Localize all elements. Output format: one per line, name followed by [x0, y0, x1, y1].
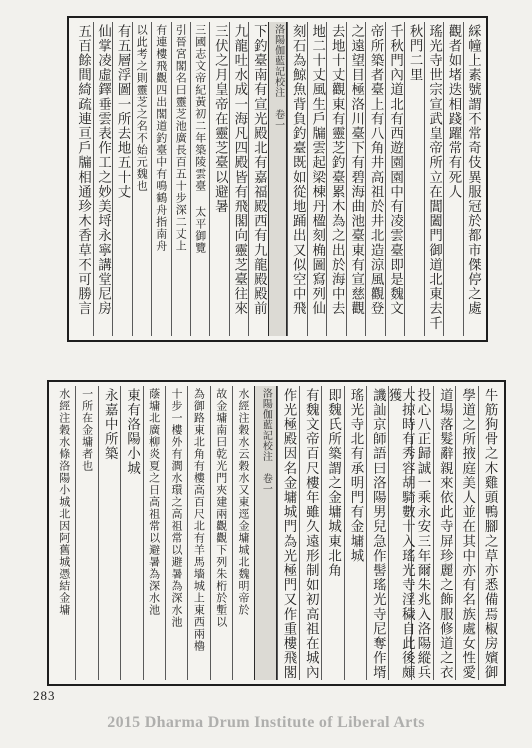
text-column: 有五層浮圖一所去地五十丈 [112, 22, 131, 336]
annotation-column: 有連樓飛觀四出閣道釣臺中有鳴鶴舟指南舟 [151, 22, 170, 336]
annotation-column: 十步一樓外有澗水環之高祖常以避暑為深水池 [165, 386, 187, 680]
text-column: 投心八正歸誠一乘永安三年爾朱兆入洛陽縱兵 [411, 386, 433, 680]
annotation-column: 水經注穀水條洛陽小城北因阿舊城憑結金墉 [57, 388, 71, 616]
text-column: 永嘉中所築 [98, 386, 120, 680]
annotation-column: 三國志文帝紀黃初二年築陵雲臺 太平御覽 [190, 22, 209, 336]
text-column: 去地十丈觀東有靈芝釣臺累木為之出於海中去 [326, 22, 345, 336]
text-column: 三伏之月皇帝在靈芝臺以避暑 [209, 22, 228, 336]
text-column: 譏訕京師語曰洛陽男兒急作髻瑤光寺尼奪作壻 [366, 386, 388, 680]
text-column: 即魏氏所築謂之金墉城東北角 [321, 386, 343, 680]
text-column: 地二十丈風生戶牖雲起梁棟丹楹刻桷圖寫列仙 [307, 22, 326, 336]
annotation-column: 水經注穀水云穀水又東逕金墉城北魏明帝於 [232, 386, 254, 680]
bottom-text-panel [47, 380, 506, 686]
annotation-column: 以此考之則靈芝之名不始元魏也 [132, 22, 151, 336]
text-column: 秋門二里 [404, 22, 423, 336]
text-column: 有魏文帝百尺樓年雖久遠形制如初高祖在城內 [299, 386, 321, 680]
text-column: 牛筋狗骨之木雞頭鴨腳之草亦悉備焉椒房嬪御 [478, 386, 500, 680]
text-column: 千秋門內道北有西遊園園中有凌雲臺即是魏文 [385, 22, 404, 336]
top-text-panel [67, 16, 488, 342]
running-header: 洛陽伽藍記校注 卷一 [254, 386, 276, 680]
text-column: 刻石為鯨魚背負釣臺既如從地踊出又似空中飛 [287, 22, 306, 336]
annotation-column: 蔭墉北廣柳炎夏之日高祖常以避暑為深水池 [143, 386, 165, 680]
text-column: 道場落髮辭親來依此寺屏珍麗之飾服修道之衣 [433, 386, 455, 680]
text-column: 綵幢上素號謂不常奇伎異服冠於都市傑停之處 [463, 22, 482, 336]
running-header: 洛陽伽藍記校注 卷一 [268, 22, 287, 336]
text-column: 下釣臺南有宣光殿北有嘉福殿西有九龍殿殿前 [248, 22, 267, 336]
bottom-columns [53, 386, 500, 680]
text-column: 觀者如堵迭相踐躍常有死人 [443, 22, 462, 336]
watermark-text: 2015 Dharma Drum Institute of Liberal Arts [107, 714, 425, 731]
text-column: 東有洛陽小城 [120, 386, 142, 680]
page-number: 283 [33, 688, 56, 703]
text-column: 瑤光寺北有承明門有金墉城 [344, 386, 366, 680]
text-column: 瑤光寺世宗宣武皇帝所立在閶闔門御道北東去千 [424, 22, 443, 336]
text-column: 九龍吐水成一海凡四殿皆有飛閣向靈芝臺往來 [229, 22, 248, 336]
text-column: 大掠時有秀容胡騎數十入瑤光寺淫穢自此後頗獲 [385, 388, 415, 680]
text-column: 之遠望目極洛川臺下有碧海曲池臺東有宣慈觀 [346, 22, 365, 336]
annotation-column: 故金墉南曰乾光門夾建兩觀觀下列朱桁於塹以 [210, 386, 232, 680]
text-column: 五百餘間綺疏連亘戶牖相通珍木香草不可勝言 [75, 24, 91, 316]
text-column: 帝所築者臺上有八角井高祖於井北造涼風觀登 [365, 22, 384, 336]
text-column: 學道之所掖庭美人並在其中亦有名族處女性愛 [455, 386, 477, 680]
text-column: 仙掌凌虛鐸垂雲表作工之妙美埒永寧講堂尼房 [93, 22, 112, 336]
annotation-column: 為御路東北角有樓高百尺北有羊馬墻城上東西兩櫓 [187, 386, 209, 680]
text-column: 作光極殿因名金墉城門為光極門又作重樓飛閣 [277, 386, 299, 680]
annotation-column: 一所在金墉者也 [75, 386, 97, 680]
annotation-column: 引晉宮閣名曰靈芝池廣長百五十步深二丈上 [171, 22, 190, 336]
top-columns [73, 22, 482, 336]
